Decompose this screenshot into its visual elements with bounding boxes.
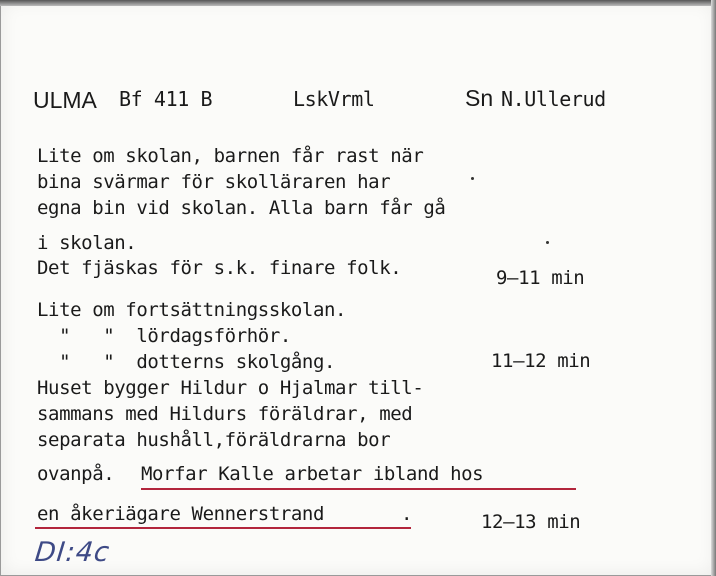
handwritten-classification: DI:4c: [33, 537, 112, 568]
red-underline-1: [141, 488, 576, 490]
text-line-12: ovanpå.: [37, 463, 115, 485]
ink-speck: [546, 241, 549, 244]
time-stamp-3: 12–13 min: [481, 511, 581, 533]
ink-speck: [471, 177, 474, 180]
text-line-10: sammans med Hildurs föräldrar, med: [37, 403, 413, 425]
scan-edge-right: [711, 0, 716, 576]
socken-name: N.Ullerud: [501, 87, 606, 111]
text-line-7: " " lördagsförhör.: [37, 325, 291, 347]
red-underline-2: [35, 527, 411, 529]
underlined-text-2: en åkeriägare Wennerstrand: [37, 503, 325, 525]
scan-edge-top: [0, 0, 716, 6]
end-period: .: [401, 503, 413, 525]
time-stamp-1: 9–11 min: [496, 267, 585, 289]
text-line-3: egna bin vid skolan. Alla barn får gå: [37, 197, 446, 219]
text-line-4: i skolan.: [37, 232, 137, 254]
archive-code: ULMA: [33, 87, 97, 113]
text-line-8: " " dotterns skolgång.: [37, 351, 336, 373]
text-line-6: Lite om fortsättningsskolan.: [37, 299, 347, 321]
text-line-2: bina svärmar för skolläraren har: [37, 171, 391, 193]
landskap-code: LskVrml: [293, 87, 375, 111]
time-stamp-2: 11–12 min: [491, 350, 591, 372]
text-line-9: Huset bygger Hildur o Hjalmar till-: [37, 377, 424, 399]
socken-prefix: Sn: [465, 85, 494, 111]
reference-number: Bf 411 B: [119, 87, 213, 111]
text-line-5: Det fjäskas för s.k. finare folk.: [37, 257, 402, 279]
underlined-text-1: Morfar Kalle arbetar ibland hos: [141, 463, 484, 485]
text-line-11: separata hushåll,föräldrarna bor: [37, 429, 391, 451]
text-line-1: Lite om skolan, barnen får rast när: [37, 145, 424, 167]
